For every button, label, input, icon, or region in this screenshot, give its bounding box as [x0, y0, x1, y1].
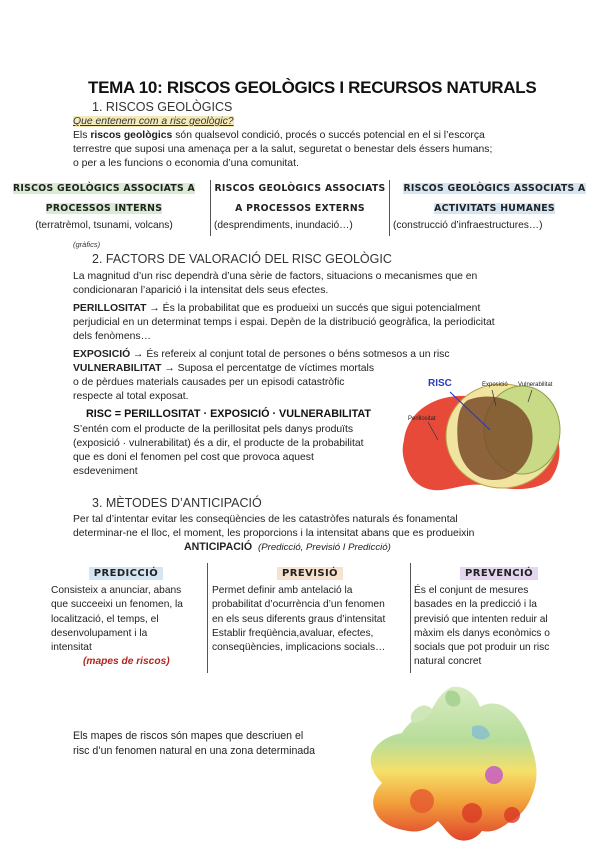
section-3-heading: 3. MÈTODES D’ANTICIPACIÓ [92, 496, 262, 510]
column-divider [389, 180, 390, 236]
section-2-intro: La magnitud d’un risc dependrà d’una sèrie de factors, situacions o mecanismes que en condicionaran l’aparició i la intensitat dels seus efectes. [73, 271, 478, 296]
anticipacio-line [184, 541, 391, 553]
prevencio-line: màxim els danys econòmics o [414, 627, 550, 639]
risk-col-internal [4, 180, 204, 233]
risk-col-human-examples: (construcció d’infraestructures…) [393, 220, 543, 231]
risk-types-table [0, 180, 600, 240]
column-divider [207, 563, 208, 673]
prediccio-line: localització, el temps, el [51, 613, 159, 625]
column-divider [410, 563, 411, 673]
section-1-question: Que entenem com a risc geològic? [73, 116, 234, 127]
risk-col-external-examples: (desprendiments, inundació…) [214, 220, 353, 231]
section-1-heading: 1. RISCOS GEOLÒGICS [92, 100, 233, 114]
exposicio-label: Exposició [482, 382, 508, 388]
vulnerabilitat-label: Vulnerabilitat [518, 382, 553, 388]
method-col-previsio [212, 567, 408, 655]
prediccio-maps-note: (mapes de riscos) [83, 656, 170, 668]
previsio-line: probabilitat d’ocurrència d’un fenomen [212, 599, 385, 611]
risk-col-internal-title-1: RISCOS GEOLÒGICS ASSOCIATS A [12, 183, 196, 194]
vulnerabilitat-term: VULNERABILITAT [73, 363, 162, 374]
risk-col-human [393, 180, 596, 233]
exposicio-term: EXPOSICIÓ [73, 349, 131, 360]
risk-col-human-title-2: ACTIVITATS HUMANES [434, 203, 555, 214]
hotspot-balkans [504, 807, 520, 823]
prediccio-title: PREDICCIÓ [89, 567, 163, 580]
risc-label: RISC [428, 378, 452, 389]
prevencio-line: socials que pot produir un risc [414, 642, 550, 654]
prediccio-line: que succeeixi un fenomen, la [51, 599, 183, 611]
previsio-line: en els seus diferents graus d’intensitat [212, 613, 386, 625]
previsio-line: Permet definir amb antelació la [212, 585, 353, 597]
perillositat-definition: PERILLOSITAT → És la probabilitat que es produeixi un succés que sigui potencialment perjudicial en un determinat temps i espai. Depèn de la distribució geogràfica, la periodicitat dels fenòmens… [73, 303, 495, 342]
page-title: TEMA 10: RISCOS GEOLÒGICS I RECURSOS NATURALS [88, 78, 537, 97]
perillositat-label: Perillositat [408, 416, 436, 422]
previsio-line: Establir freqüència,avaluar, efectes, [212, 627, 374, 639]
anticipacio-subtitle: (Predicció, Previsió I Predicció) [258, 542, 391, 553]
section-3-intro: Per tal d’intentar evitar les conseqüències de les catastròfes naturals és fonamental determinar-ne el lloc, el moment, les proporcions i la intensitat abans que es produeixin [73, 514, 475, 539]
hotspot-east [485, 766, 503, 784]
section-2-heading: 2. FACTORS DE VALORACIÓ DEL RISC GEOLÒGIC [92, 252, 392, 266]
prevencio-title: PREVENCIÓ [460, 567, 538, 580]
risk-col-human-title-1: RISCOS GEOLÒGICS ASSOCIATS A [403, 183, 586, 194]
method-col-prediccio [51, 567, 201, 669]
hotspot-italy [462, 803, 482, 823]
risk-formula: RISC = PERILLOSITAT · EXPOSICIÓ · VULNERABILITAT [86, 408, 372, 420]
vulnerabilitat-definition: VULNERABILITAT → Suposa el percentatge de víctimes mortals o de pèrdues materials causades per un episodi catastròfic respecte al total exposat. [73, 363, 375, 402]
risk-col-internal-examples: (terratrèmol, tsunami, volcans) [35, 220, 173, 231]
section-1-intro: Els riscos geològics són qualsevol condició, procés o succés potencial en el si l’escorça terrestre que suposi una amenaça per a la salut, seguretat o benestar dels éssers humans; o per a les funcions o economia d’una comunitat. [73, 130, 493, 169]
anticipacio-term: ANTICIPACIÓ [184, 541, 253, 553]
prevencio-line: previsió que intenten reduir al [414, 613, 548, 625]
risk-map-caption: Els mapes de riscos són mapes que descriuen el risc d’un fenomen natural en una zona determinada [73, 730, 316, 757]
prediccio-line: desenvolupament i la [51, 627, 148, 639]
previsio-title: PREVISIÓ [277, 567, 343, 580]
previsio-line: conseqüències, implicacions socials… [212, 642, 386, 654]
exposicio-definition: EXPOSICIÓ → És refereix al conjunt total de persones o béns sotmesos a un risc [73, 349, 450, 360]
risk-col-external [214, 180, 386, 233]
intro-bold-term: riscos geològics [90, 130, 173, 141]
prevencio-line: natural concret [414, 656, 482, 668]
method-col-prevencio [414, 567, 584, 669]
hotspot-iberia [410, 789, 434, 813]
prevencio-line: basades en la predicció i la [414, 599, 537, 611]
risk-col-external-title-2: A PROCESSOS EXTERNS [235, 203, 365, 214]
risk-col-external-title-1: RISCOS GEOLÒGICS ASSOCIATS [214, 183, 386, 194]
risk-venn-diagram [398, 370, 576, 498]
prevencio-line: És el conjunt de mesures [414, 585, 529, 597]
perillositat-term: PERILLOSITAT [73, 303, 147, 314]
graphics-note: (gràfics) [73, 240, 101, 249]
prediccio-line: Consisteix a anunciar, abans [51, 585, 182, 597]
column-divider [210, 180, 211, 236]
risk-formula-explanation: S’entén com el producte de la perillositat pels danys produïts (exposició · vulnerabilitat) és a dir, el producte de la probabilitat que es doni el fenomen pel cost que provoca aquest esdeveniment [73, 424, 364, 477]
risk-col-internal-title-2: PROCESSOS INTERNS [45, 203, 163, 214]
prediccio-line: intensitat [51, 642, 92, 654]
europe-risk-map [352, 683, 552, 845]
